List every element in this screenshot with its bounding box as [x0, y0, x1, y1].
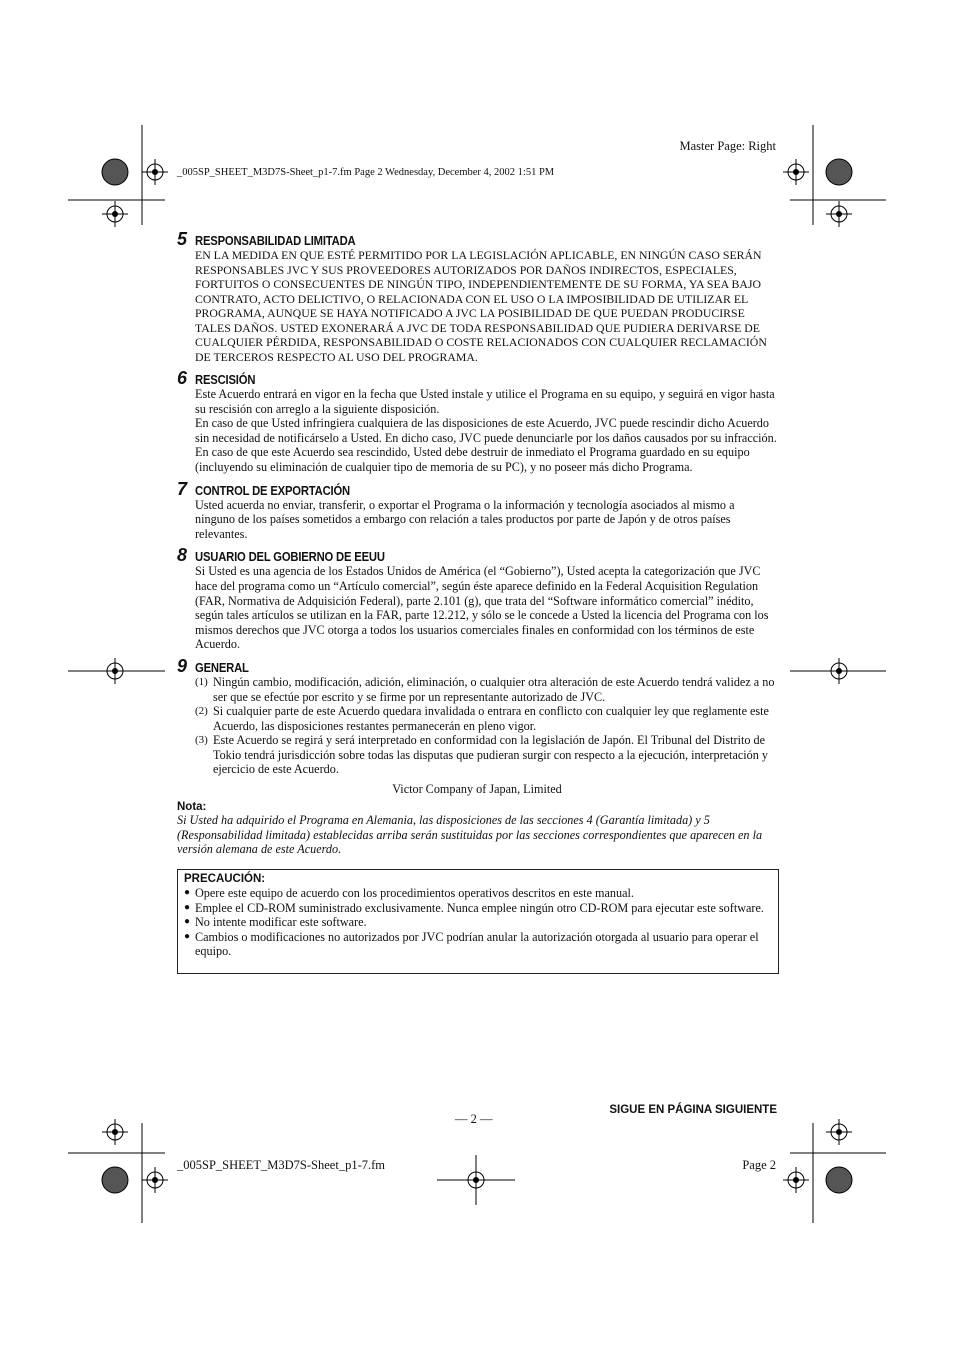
section-title: CONTROL DE EXPORTACIÓN — [195, 483, 351, 498]
caution-title: PRECAUCIÓN: — [184, 873, 266, 885]
footer-page-label: Page 2 — [742, 1158, 776, 1172]
caution-item-text: Cambios o modificaciones no autorizados por JVC podrían anular la autorización otorgada al usuario para operar el equipo. — [195, 929, 759, 958]
caution-item — [184, 886, 772, 901]
note-text: Si Usted ha adquirido el Programa en Alemania, las disposiciones de las secciones 4 (Garantía limitada) y 5 (Responsabilidad limitada) establecidas arriba serán sustituidas por las secciones correspondientes que aparecen en la versión alemana de este Acuerdo. — [177, 813, 763, 857]
caution-item-text: Opere este equipo de acuerdo con los procedimientos operativos descritos en este manual. — [195, 886, 634, 900]
master-page-label: Master Page: Right — [679, 139, 776, 153]
item-number: (2) — [195, 705, 208, 718]
item-text: Ningún cambio, modificación, adición, eliminación, o cualquier otra alteración de este Acuerdo tendrá validez a no ser que se efectúe por escrito y se firme por un representante autorizado de JVC. — [213, 674, 775, 704]
document-body — [177, 230, 777, 857]
bullet-icon: ● — [184, 916, 191, 927]
section-paragraph: Este Acuerdo entrará en vigor en la fecha que Usted instale y utilice el Programa en su equipo, y seguirá en vigor hasta su rescisión con arreglo a la siguiente disposición. — [195, 387, 775, 416]
item-number: (3) — [195, 734, 208, 747]
footer-file-name: _005SP_SHEET_M3D7S-Sheet_p1-7.fm — [177, 1158, 385, 1172]
section-9 — [177, 657, 777, 777]
section-6 — [177, 369, 777, 475]
section-8 — [177, 546, 777, 652]
section-title: RESCISIÓN — [195, 373, 256, 387]
section-7 — [177, 480, 777, 542]
item-text: Este Acuerdo se regirá y será interpretado en conformidad con la legislación de Japón. El Tribunal del Distrito de Tokio tendrá jurisdicción sobre todas las disputas que pudieran surgir con respecto a la ejecución, interpretación y ejercicio de este Acuerdo. — [213, 733, 768, 777]
section-number: 8 — [177, 545, 188, 566]
continue-label: SIGUE EN PÁGINA SIGUIENTE — [609, 1104, 777, 1116]
item-number: (1) — [195, 675, 208, 688]
section-title: USUARIO DEL GOBIERNO DE EEUU — [195, 550, 385, 565]
section-title: RESPONSABILIDAD LIMITADA — [195, 234, 356, 248]
caution-item — [184, 915, 772, 930]
note-label: Nota: — [177, 801, 207, 814]
section-5 — [177, 230, 777, 364]
bullet-icon: ● — [184, 901, 191, 913]
section-paragraph: Usted acuerda no enviar, transferir, o exportar el Programa o la información y tecnología asociados al mismo a ninguno de los países sometidos a embargo con relación a tales productos por parte de Japón y de otros países relevantes. — [195, 497, 735, 541]
section-paragraph: EN LA MEDIDA EN QUE ESTÉ PERMITIDO POR LA LEGISLACIÓN APLICABLE, EN NINGÚN CASO SERÁN RESPONSABLES JVC Y SUS PROVEEDORES AUTORIZADOS POR DAÑOS INDIRECTOS, ESPECIALES, FORTUITOS O CONSECUENTES DE NINGÚN TIPO, INDEPENDIENTEMENTE DE SU FORMA, YA SEA BAJO CONTRATO, ACTO DELICTIVO, O RELACIONADA CON EL USO O LA IMPOSIBILIDAD DE UTILIZAR EL PROGRAMA, AUNQUE SE HAYA NOTIFICADO A JVC LA POSIBILIDAD DE QUE PUEDAN PRODUCIRSE TALES DAÑOS. USTED EXONERARÁ A JVC DE TODA RESPONSABILIDAD QUE PUDIERA DERIVARSE DE CUALQUIER PÉRDIDA, RESPONSABILIDAD O COSTE RELACIONADOS CON CUALQUIER RECLAMACIÓN DE TERCEROS RESPECTO AL USO DEL PROGRAMA. — [195, 248, 767, 364]
page-number: — 2 — — [455, 1112, 493, 1126]
item-text: Si cualquier parte de este Acuerdo quedara invalidada o entrara en conflicto con cualquier ley que reglamente este Acuerdo, las disposiciones restantes permanecerán en pleno vigor. — [213, 704, 769, 733]
section-paragraph: Si Usted es una agencia de los Estados Unidos de América (el “Gobierno”), Usted acepta la categorización que JVC hace del programa como un “Artículo comercial”, según éste aparece definido en la Federal Acquisition Regulation (FAR, Normativa de Adquisición Federal), parte 2.101 (g), que trata del “Software informático comercial” inédito, según tales artículos se utilizan en la FAR, parte 12.212, y sólo se le concede a Usted la licencia del Programa con los mismos derechos que JVC otorga a todos los usuarios comerciales finales en conformidad con los términos de este Acuerdo. — [195, 564, 769, 652]
section-number: 7 — [177, 478, 188, 499]
bullet-icon: ● — [184, 887, 191, 898]
caution-item-text: Emplee el CD-ROM suministrado exclusivamente. Nunca emplee ningún otro CD-ROM para ejecutar este software. — [195, 900, 764, 915]
file-info-line: _005SP_SHEET_M3D7S-Sheet_p1-7.fm Page 2 Wednesday, December 4, 2002 1:51 PM — [177, 167, 555, 178]
section-number: 9 — [177, 655, 188, 676]
caution-item-text: No intente modificar este software. — [195, 915, 367, 929]
section-number: 6 — [177, 368, 188, 388]
section-paragraph: En caso de que Usted infringiera cualquiera de las disposiciones de este Acuerdo, JVC puede rescindir dicho Acuerdo sin necesidad de notificárselo a Usted. En dicho caso, JVC puede denunciarle por los daños causados por su infracción. En caso de que este Acuerdo sea rescindido, Usted debe destruir de inmediato el Programa guardado en su equipo (incluyendo su eliminación de cualquier tipo de memoria de su PC), y no poseer más dicho Programa. — [195, 416, 777, 474]
signature-line: Victor Company of Japan, Limited — [392, 782, 562, 797]
list-item — [195, 704, 777, 733]
caution-item — [184, 901, 772, 916]
list-item — [195, 675, 777, 704]
caution-box — [177, 869, 779, 974]
section-title: GENERAL — [195, 660, 249, 675]
section-number: 5 — [177, 229, 188, 249]
caution-item — [184, 930, 772, 959]
list-item — [195, 733, 777, 777]
bullet-icon: ● — [184, 930, 191, 942]
